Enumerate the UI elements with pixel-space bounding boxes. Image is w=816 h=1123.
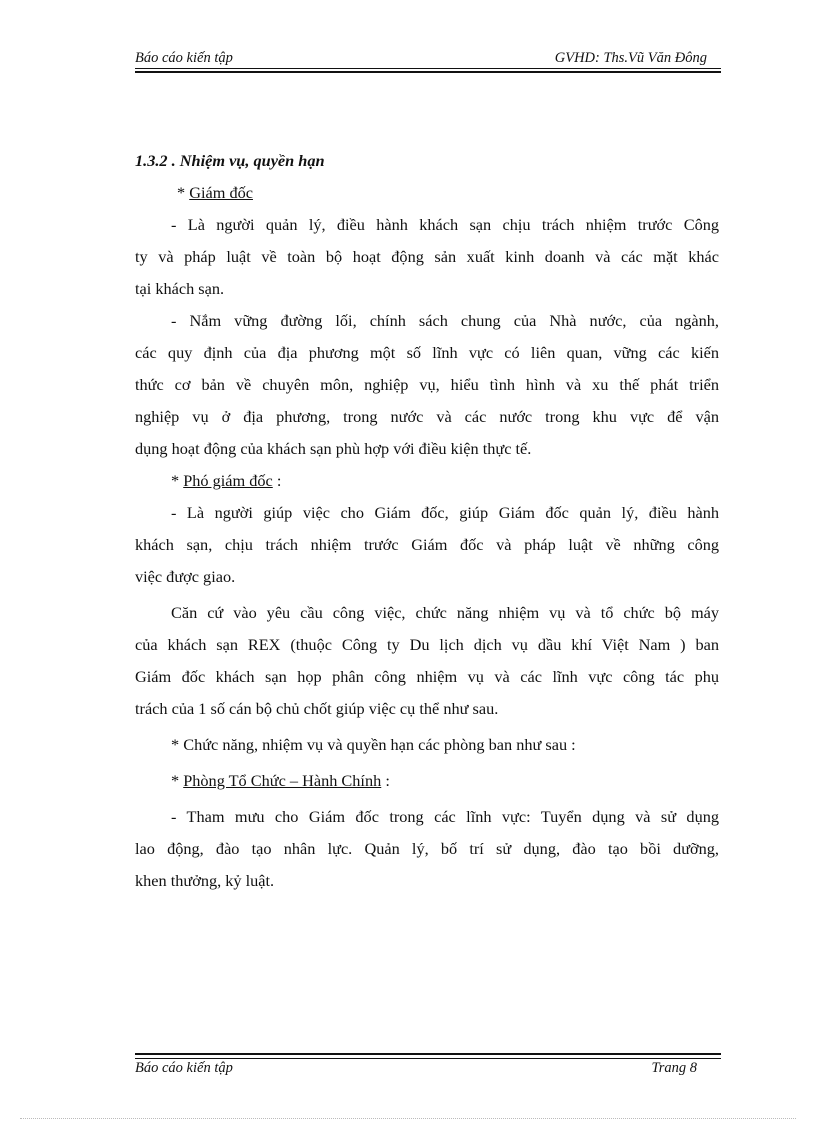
pho-giam-doc-paragraph (135, 497, 719, 593)
text-line: Căn cứ vào yêu cầu công việc, chức năng nhiệm vụ và tổ chức bộ máy (171, 603, 719, 622)
giam-doc-paragraph-1 (135, 209, 719, 305)
page-number: Trang 8 (651, 1060, 697, 1076)
header-left-text: Báo cáo kiến tập (135, 50, 233, 66)
text-line: việc được giao. (135, 567, 236, 586)
text-line: lao động, đào tạo nhân lực. Quản lý, bố trí sử dụng, đào tạo bồi dưỡng, (135, 839, 719, 858)
pho-giam-doc-bullet: * (171, 471, 184, 490)
text-line: - Là người giúp việc cho Giám đốc, giúp Giám đốc quản lý, điều hành (171, 503, 719, 522)
page-header (135, 48, 721, 70)
pho-giam-doc-suffix: : (272, 471, 282, 490)
text-line: khách sạn, chịu trách nhiệm trước Giám đốc và pháp luật về những công (135, 535, 719, 554)
header-rule-thin (135, 68, 721, 69)
text-line: - Là người quản lý, điều hành khách sạn chịu trách nhiệm trước Công (171, 215, 719, 234)
text-line: ty và pháp luật về toàn bộ hoạt động sản xuất kinh doanh và các mặt khác (135, 247, 719, 266)
phong-tc-title: Phòng Tổ Chức – Hành Chính (183, 771, 382, 790)
footer-rule-thick (135, 1053, 721, 1055)
phong-tc-paragraph (135, 801, 719, 897)
pho-giam-doc-title-line (135, 465, 719, 497)
footer-left-text: Báo cáo kiến tập (135, 1060, 233, 1076)
phong-tc-bullet: * (171, 771, 184, 790)
giam-doc-title: Giám đốc (189, 183, 253, 202)
text-line: nghiệp vụ ở địa phương, trong nước và các nước trong khu vực để vận (135, 407, 719, 426)
phong-tc-suffix: : (381, 771, 390, 790)
text-line: khen thưởng, kỷ luật. (135, 871, 275, 890)
chuc-nang-line: * Chức năng, nhiệm vụ và quyền hạn các phòng ban như sau : (171, 735, 576, 754)
page-edge-dotted-line (20, 1118, 796, 1119)
page-body (135, 145, 719, 897)
can-cu-paragraph (135, 597, 719, 725)
giam-doc-title-line (135, 177, 719, 209)
section-heading: 1.3.2 . Nhiệm vụ, quyền hạn (135, 151, 325, 170)
header-rule-thick (135, 71, 721, 73)
text-line: tại khách sạn. (135, 279, 225, 298)
text-line: của khách sạn REX (thuộc Công ty Du lịch dịch vụ dầu khí Việt Nam ) ban (135, 635, 719, 654)
phong-tc-title-line (135, 765, 719, 797)
giam-doc-paragraph-2 (135, 305, 719, 465)
text-line: thức cơ bản về chuyên môn, nghiệp vụ, hiểu tình hình và xu thế phát triển (135, 375, 719, 394)
text-line: dụng hoạt động của khách sạn phù hợp với điều kiện thực tế. (135, 439, 532, 458)
text-line: các quy định của địa phương một số lĩnh vực có liên quan, vững các kiến (135, 343, 719, 362)
text-line: Giám đốc khách sạn họp phân công nhiệm vụ và các lĩnh vực công tác phụ (135, 667, 719, 686)
pho-giam-doc-title: Phó giám đốc (183, 471, 273, 490)
page-footer (135, 1058, 721, 1080)
header-right-text: GVHD: Ths.Vũ Văn Đông (554, 50, 707, 66)
giam-doc-bullet: * (177, 183, 190, 202)
text-line: - Nắm vững đường lối, chính sách chung của Nhà nước, của ngành, (171, 311, 719, 330)
text-line: - Tham mưu cho Giám đốc trong các lĩnh vực: Tuyển dụng và sử dụng (171, 807, 719, 826)
text-line: trách của 1 số cán bộ chủ chốt giúp việc cụ thể như sau. (135, 699, 499, 718)
